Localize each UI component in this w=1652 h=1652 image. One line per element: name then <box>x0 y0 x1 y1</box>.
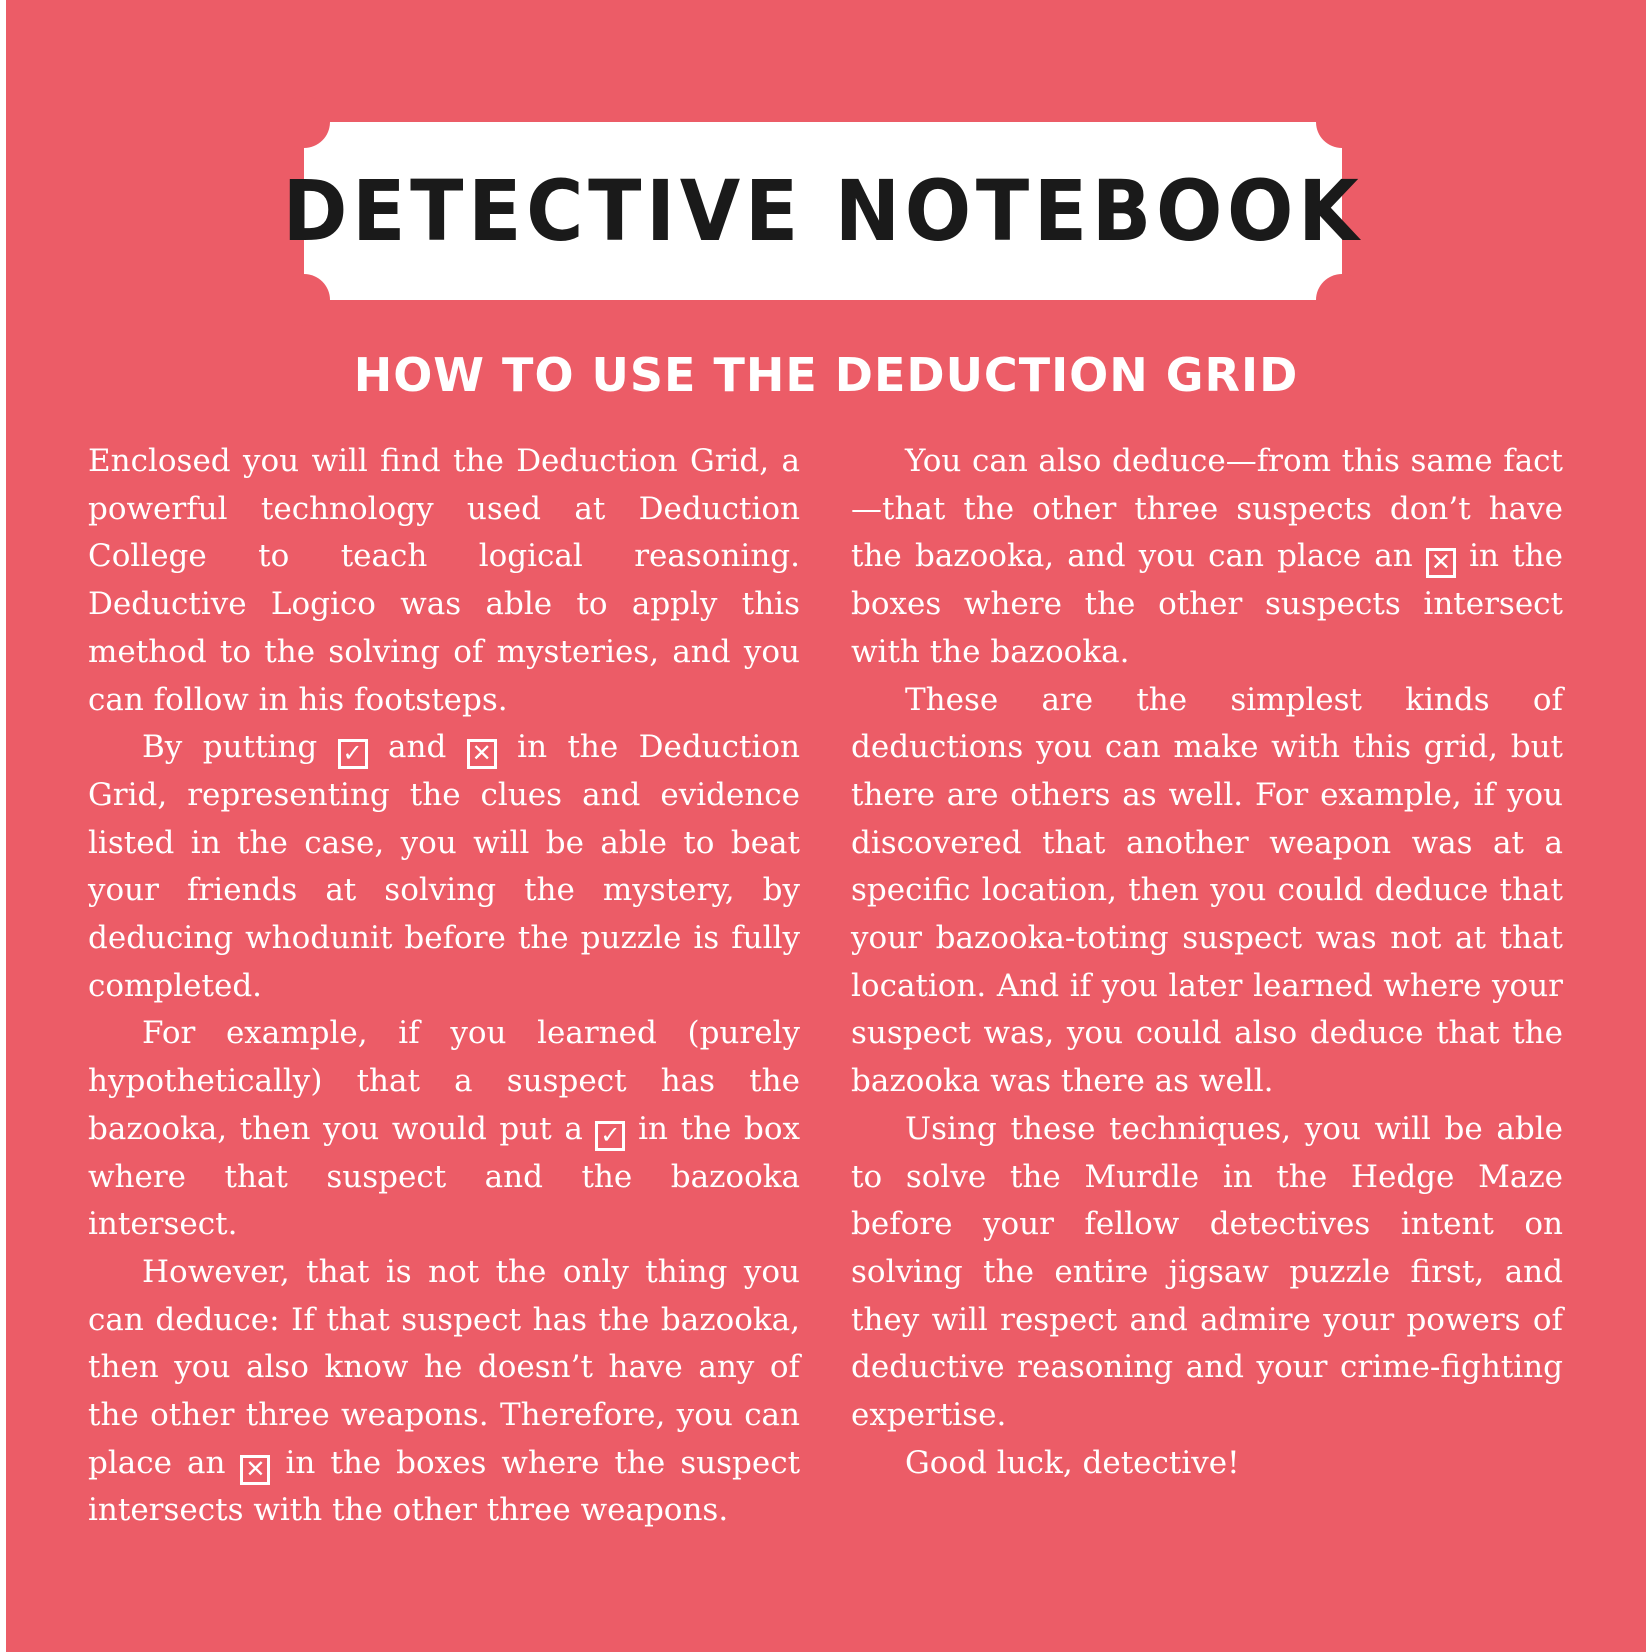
title-banner <box>282 122 1364 300</box>
paragraph-text: in the box where that suspect and the bazooka intersect. <box>88 1110 800 1243</box>
paragraph-text: Enclosed you will find the Deduction Grid, a powerful technology used at Deduction College to teach logical reasoning. Deductive Logico was able to apply this method to the solving of mysteries, and you can follow in his footsteps. <box>88 443 800 718</box>
banner-notch <box>1316 96 1368 148</box>
paragraph-text: in the boxes where the suspect intersects with the other three weapons. <box>88 1444 801 1529</box>
paragraph-text: in the Deduction Grid, representing the clues and evidence listed in the case, you will be able to beat your friends at solving the mystery, by deducing whodunit before the puzzle is fully completed. <box>88 729 801 1004</box>
banner-notch <box>278 96 330 148</box>
paragraph-text: in the boxes where the other suspects intersect with the bazooka. <box>851 538 1563 670</box>
banner-notch <box>1316 274 1368 326</box>
paragraph <box>88 724 800 1010</box>
paragraph-text: These are the simplest kinds of deductions you can make with this grid, but there are others as well. For example, if you discovered that another weapon was at a specific location, then you could deduce that your bazooka-toting suspect was not at that location. And if you later learned where your suspect was, you could also deduce that the bazooka was there as well. <box>851 681 1563 1100</box>
cross-box-icon: ✕ <box>1426 548 1456 578</box>
cross-box-icon: ✕ <box>240 1455 270 1485</box>
cross-box-icon: ✕ <box>467 739 497 769</box>
banner-notch <box>278 274 330 326</box>
paragraph <box>88 1249 800 1535</box>
section-heading: HOW TO USE THE DEDUCTION GRID <box>353 348 1299 402</box>
paragraph <box>88 438 800 724</box>
paragraph-text: However, that is not the only thing you can deduce: If that suspect has the bazooka, then you also know he doesn’t have any of the other three weapons. Therefore, you can place an <box>88 1253 800 1481</box>
paragraph <box>851 677 1563 1106</box>
paragraph-text: Good luck, detective! <box>905 1444 1240 1481</box>
paragraph-text: Using these techniques, you will be able to solve the Murdle in the Hedge Maze before your fellow detectives intent on solving the entire jigsaw puzzle first, and they will respect and admire your powers of deductive reasoning and your crime-fighting expertise. <box>851 1110 1563 1434</box>
paragraph <box>88 1010 800 1249</box>
paragraph <box>851 1440 1563 1488</box>
paragraph <box>851 438 1563 677</box>
paragraph-text: and <box>388 729 447 766</box>
paragraph-text: For example, if you learned (purely hypothetically) that a suspect has the bazooka, then you would put a <box>88 1015 800 1147</box>
page-title: DETECTIVE NOTEBOOK <box>282 162 1364 260</box>
checkmark-box-icon: ✓ <box>338 739 368 769</box>
checkmark-box-icon: ✓ <box>595 1121 625 1151</box>
paragraph-text: By putting <box>142 729 318 766</box>
left-column <box>88 438 800 1535</box>
paragraph <box>851 1106 1563 1440</box>
right-column <box>851 438 1563 1487</box>
paragraph-text: You can also deduce—from this same fact—that the other three suspects don’t have the bazooka, and you can place an <box>851 443 1563 575</box>
notebook-page <box>6 0 1646 1652</box>
